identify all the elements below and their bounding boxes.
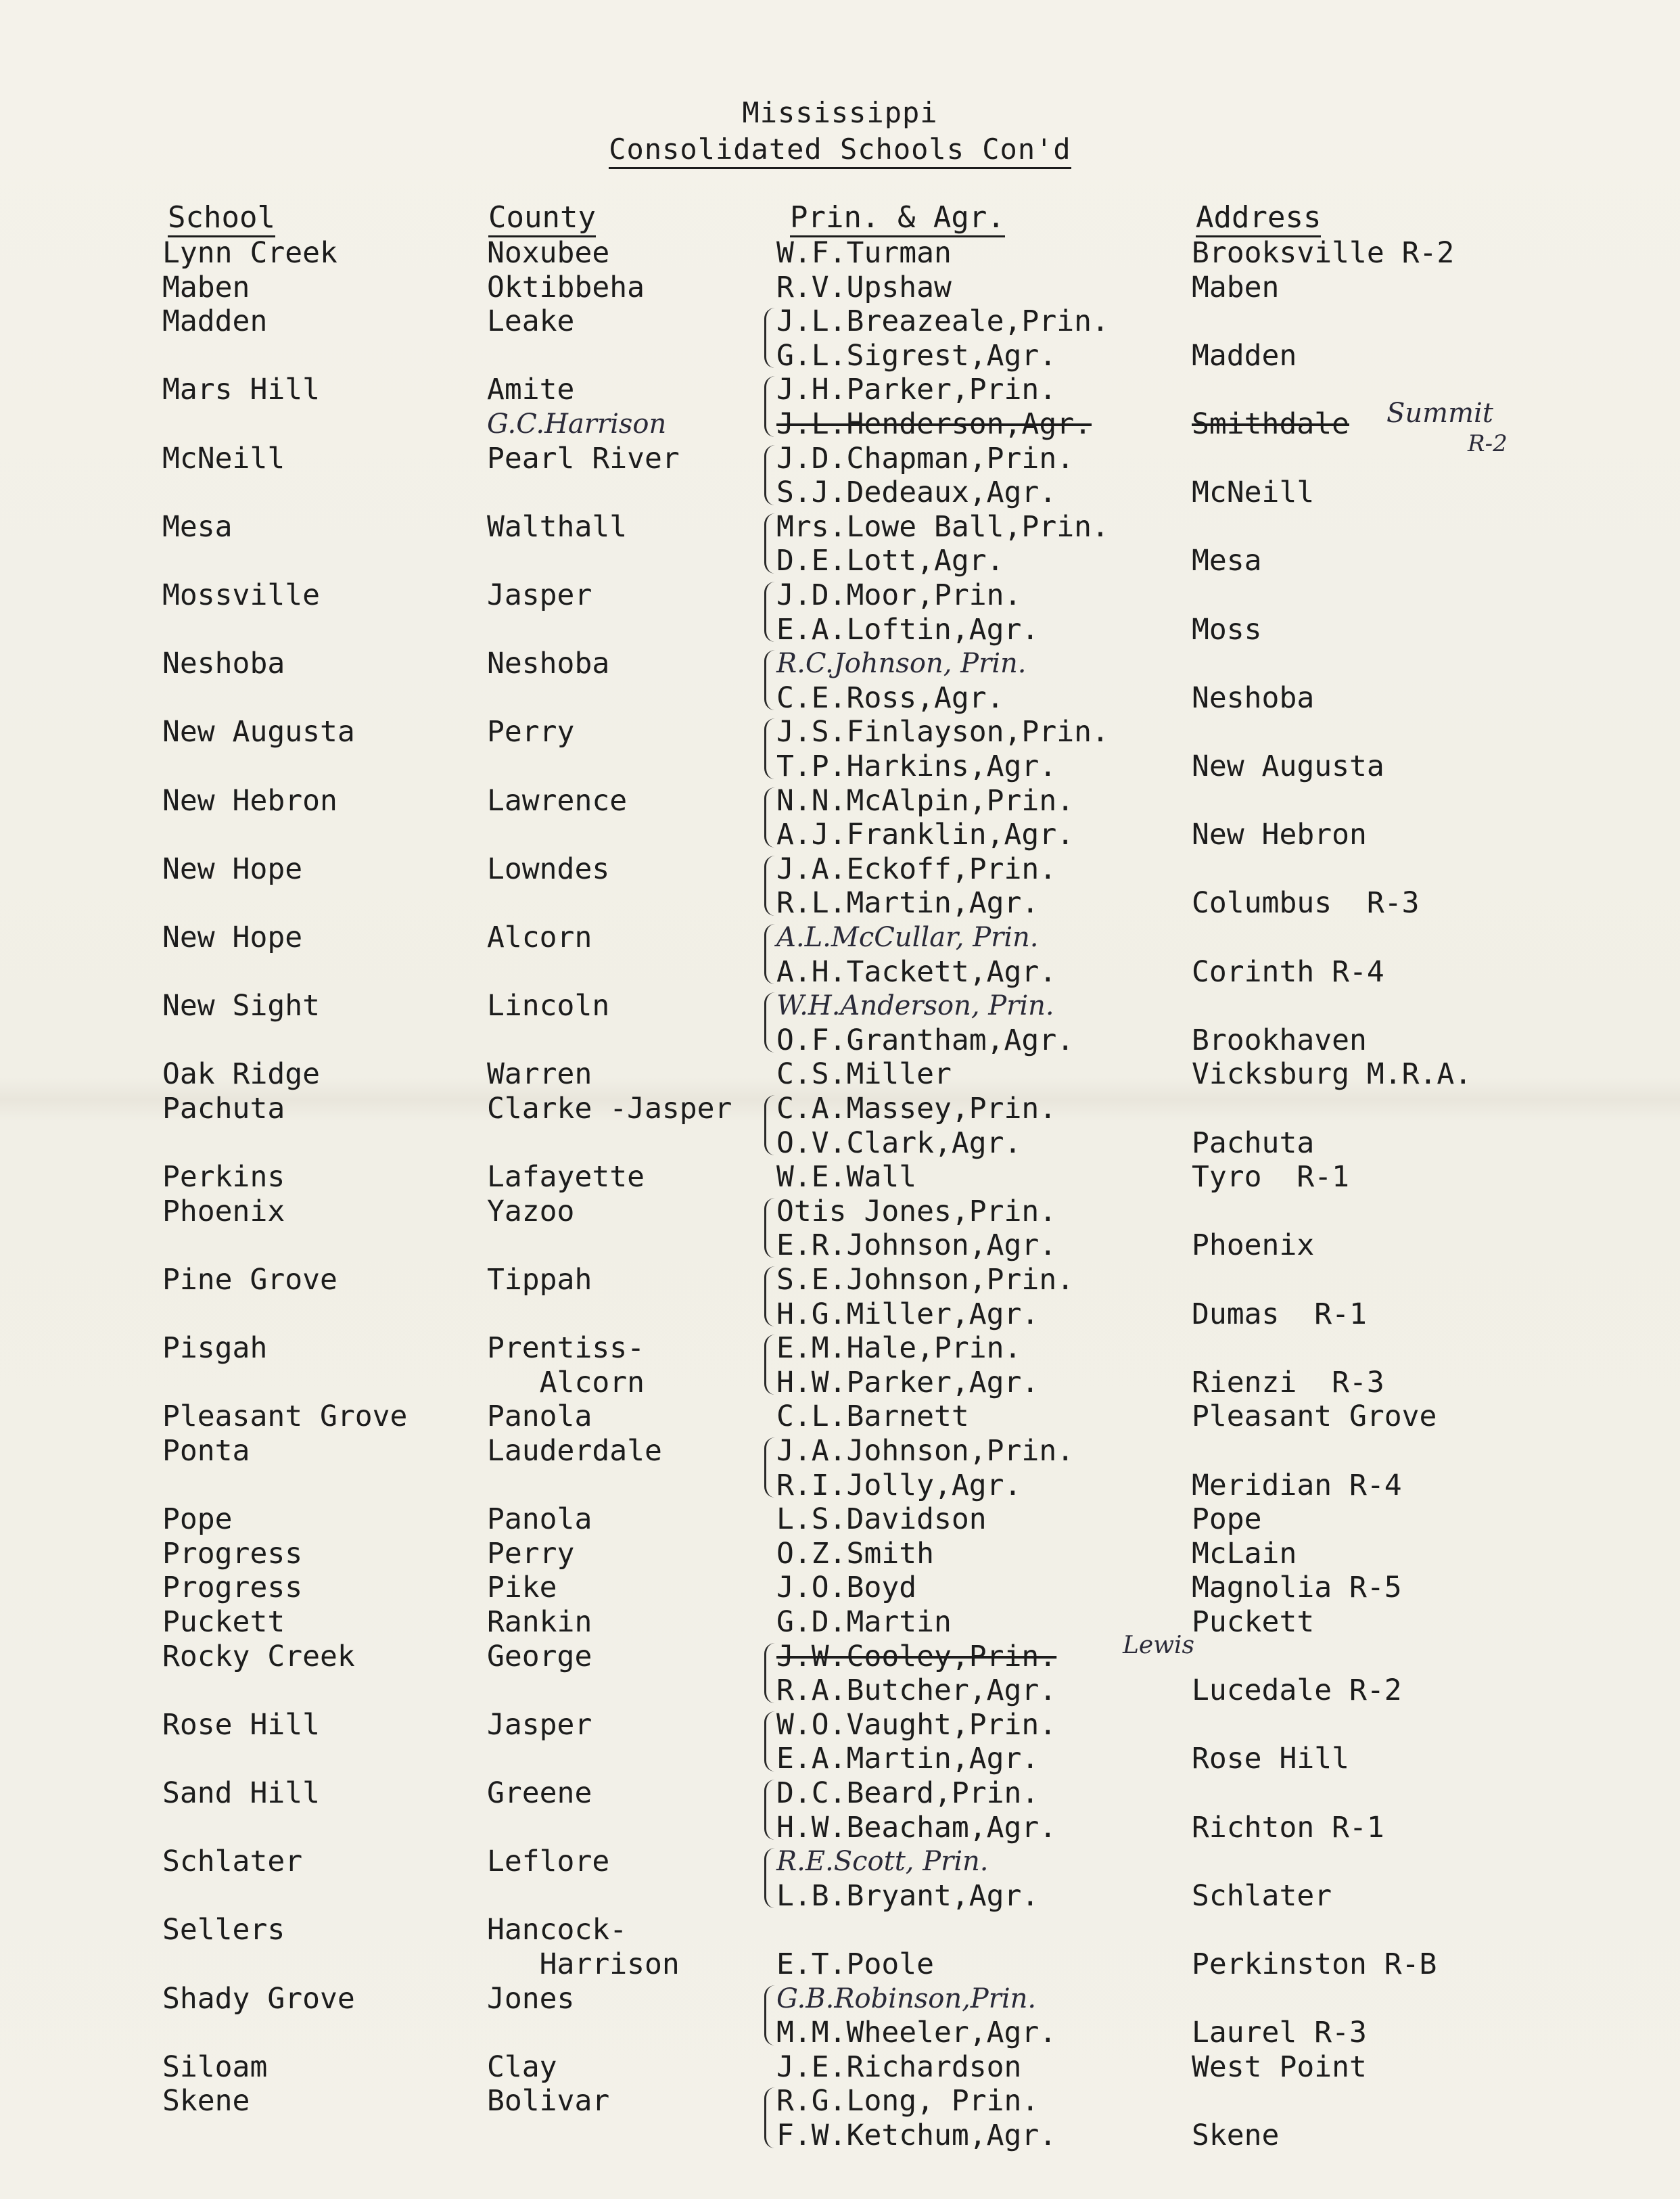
principal-cell: J.A.Eckoff,Prin.: [776, 852, 1057, 886]
address-cell: McLain: [1192, 1536, 1297, 1571]
column-header-address: Address: [1196, 200, 1321, 237]
principal-cell: E.T.Poole: [776, 1947, 934, 1981]
address-cell: Laurel R-3: [1192, 2016, 1367, 2050]
address-cell: Brooksville R-2: [1192, 236, 1455, 270]
county-cell: Alcorn: [487, 921, 592, 954]
county-cell: Jasper: [487, 578, 592, 612]
address-cell: Madden: [1192, 338, 1297, 373]
address-cell: Columbus R-3: [1192, 886, 1420, 921]
school-cell: Neshoba: [162, 647, 285, 681]
table-row: [0, 1502, 1680, 1537]
school-cell: New Hebron: [162, 783, 337, 818]
brace-bracket: [764, 1335, 778, 1395]
address-cell: Mesa: [1192, 544, 1262, 578]
table-row: [0, 920, 1680, 955]
school-cell: Oak Ridge: [162, 1057, 320, 1092]
county-cell: George: [487, 1639, 592, 1673]
brace-bracket: [764, 787, 778, 848]
address-cell: Phoenix: [1192, 1228, 1315, 1263]
brace-bracket: [764, 1780, 778, 1840]
school-cell: Sellers: [162, 1913, 285, 1947]
county-cell: Lauderdale: [487, 1434, 662, 1468]
principal-cell: R.V.Upshaw: [776, 270, 952, 304]
principal-cell: R.L.Martin,Agr.: [776, 886, 1040, 921]
table-row: [0, 1433, 1680, 1468]
address-cell: Lucedale R-2: [1192, 1673, 1402, 1708]
table-row: [0, 235, 1680, 271]
school-cell: Pisgah: [162, 1331, 268, 1366]
county-cell: Perry: [487, 1536, 575, 1571]
table-row: [0, 1468, 1680, 1503]
school-cell: Schlater: [162, 1845, 303, 1879]
handwritten-note-r2: R-2: [1468, 430, 1508, 457]
table-row: [0, 338, 1680, 373]
principal-cell: A.L.McCullar, Prin.: [776, 922, 1039, 953]
column-header-school: School: [168, 200, 275, 237]
document-title: Mississippi: [742, 96, 938, 129]
brace-bracket: [764, 308, 778, 368]
brace-bracket: [764, 1437, 778, 1498]
principal-cell: J.H.Parker,Prin.: [776, 373, 1057, 407]
table-row: [0, 1159, 1680, 1195]
table-row: [0, 304, 1680, 339]
school-cell: Pope: [162, 1502, 233, 1537]
principal-cell: O.F.Grantham,Agr.: [776, 1023, 1075, 1057]
principal-cell: J.S.Finlayson,Prin.: [776, 715, 1109, 749]
county-cell: Warren: [487, 1057, 592, 1092]
address-cell: Magnolia R-5: [1192, 1571, 1402, 1605]
table-row: [0, 1912, 1680, 1947]
county-cell: Yazoo: [487, 1194, 575, 1228]
table-row: [0, 1981, 1680, 2016]
school-cell: New Hope: [162, 921, 303, 954]
principal-cell: M.M.Wheeler,Agr.: [776, 2016, 1057, 2050]
table-row: [0, 578, 1680, 613]
school-cell: Mesa: [162, 509, 233, 544]
principal-cell: R.G.Long, Prin.: [776, 2084, 1040, 2119]
principal-cell: J.W.Cooley,Prin.: [776, 1639, 1057, 1673]
table-row: [0, 1023, 1680, 1058]
address-cell: Maben: [1192, 270, 1280, 304]
county-cell: Lafayette: [487, 1160, 645, 1195]
county-cell: Pike: [487, 1571, 557, 1605]
address-cell: Richton R-1: [1192, 1810, 1384, 1845]
school-cell: Pine Grove: [162, 1263, 337, 1297]
principal-cell: R.E.Scott, Prin.: [776, 1846, 989, 1878]
principal-cell: H.W.Parker,Agr.: [776, 1365, 1040, 1399]
principal-cell: F.W.Ketchum,Agr.: [776, 2119, 1057, 2152]
county-cell: Tippah: [487, 1263, 592, 1297]
principal-cell: H.G.Miller,Agr.: [776, 1297, 1040, 1331]
principal-cell: G.L.Sigrest,Agr.: [776, 338, 1057, 373]
table-row: [0, 1057, 1680, 1092]
brace-bracket: [764, 2087, 778, 2148]
table-row: [0, 2015, 1680, 2050]
school-cell: Skene: [162, 2084, 250, 2119]
table-row: [0, 680, 1680, 716]
school-cell: Perkins: [162, 1160, 285, 1195]
address-cell: Puckett: [1192, 1605, 1315, 1639]
school-cell: McNeill: [162, 441, 285, 476]
principal-cell: J.L.Breazeale,Prin.: [776, 304, 1109, 339]
address-cell: Rienzi R-3: [1192, 1365, 1384, 1399]
principal-cell: N.N.McAlpin,Prin.: [776, 783, 1075, 818]
address-cell: New Augusta: [1192, 749, 1384, 783]
column-header-prin-agr: Prin. & Agr.: [790, 200, 1005, 237]
principal-cell: J.E.Richardson: [776, 2050, 1022, 2084]
principal-cell: J.L.Henderson,Agr.: [776, 407, 1092, 441]
school-cell: Maben: [162, 270, 250, 304]
address-cell: Dumas R-1: [1192, 1297, 1367, 1331]
address-cell: Rose Hill: [1192, 1742, 1349, 1776]
county-cell: Leake: [487, 304, 575, 339]
principal-cell: H.W.Beacham,Agr.: [776, 1810, 1057, 1845]
table-row: [0, 749, 1680, 784]
table-row: [0, 1262, 1680, 1297]
principal-cell: W.H.Anderson, Prin.: [776, 990, 1054, 1022]
principal-cell: J.O.Boyd: [776, 1571, 917, 1605]
address-cell: Vicksburg M.R.A.: [1192, 1057, 1472, 1092]
principal-cell: R.A.Butcher,Agr.: [776, 1673, 1057, 1708]
table-row: [0, 1604, 1680, 1640]
table-row: [0, 2118, 1680, 2153]
address-cell: Pleasant Grove: [1192, 1399, 1437, 1434]
school-cell: Pachuta: [162, 1092, 285, 1126]
brace-bracket: [764, 1643, 778, 1703]
principal-cell: C.S.Miller: [776, 1057, 952, 1092]
table-row: [0, 1570, 1680, 1605]
principal-cell: O.Z.Smith: [776, 1536, 934, 1571]
table-row: [0, 1194, 1680, 1229]
table-row: [0, 612, 1680, 647]
county-cell: Neshoba: [487, 647, 610, 681]
county-cell: Jasper: [487, 1707, 592, 1742]
brace-bracket: [764, 718, 778, 779]
address-cell: Pachuta: [1192, 1126, 1315, 1160]
address-cell: Skene: [1192, 2119, 1280, 2152]
principal-cell: J.D.Chapman,Prin.: [776, 441, 1075, 476]
principal-cell: T.P.Harkins,Agr.: [776, 749, 1057, 783]
county-cell: Perry: [487, 715, 575, 749]
principal-cell: O.V.Clark,Agr.: [776, 1126, 1022, 1160]
address-cell: Smithdale: [1192, 407, 1349, 441]
table-row: [0, 852, 1680, 887]
brace-bracket: [764, 924, 778, 984]
table-row: [0, 1673, 1680, 1708]
principal-cell: E.M.Hale,Prin.: [776, 1331, 1022, 1366]
school-cell: Lynn Creek: [162, 236, 337, 270]
school-cell: Rose Hill: [162, 1707, 320, 1742]
principal-cell: R.I.Jolly,Agr.: [776, 1468, 1022, 1502]
county-cell: Panola: [487, 1399, 592, 1434]
brace-bracket: [764, 1095, 778, 1155]
address-cell: Perkinston R-B: [1192, 1947, 1437, 1981]
brace-bracket: [764, 582, 778, 642]
address-cell: Schlater: [1192, 1878, 1332, 1913]
table-row: [0, 2050, 1680, 2085]
address-cell: Tyro R-1: [1192, 1160, 1349, 1195]
table-row: [0, 1091, 1680, 1126]
school-cell: Ponta: [162, 1434, 250, 1468]
table-row: [0, 475, 1680, 510]
principal-cell: E.A.Martin,Agr.: [776, 1742, 1040, 1776]
school-cell: Shady Grove: [162, 1981, 355, 2016]
county-cell: Rankin: [487, 1605, 592, 1639]
address-cell: Moss: [1192, 612, 1262, 647]
document-subtitle-text: Consolidated Schools Con'd: [609, 133, 1071, 169]
county-cell: Panola: [487, 1502, 592, 1537]
principal-cell: J.A.Johnson,Prin.: [776, 1434, 1075, 1468]
address-cell: Brookhaven: [1192, 1023, 1367, 1057]
table-row: [0, 1228, 1680, 1263]
brace-bracket: [764, 856, 778, 916]
principal-cell: G.D.Martin: [776, 1605, 952, 1639]
school-cell: New Hope: [162, 852, 303, 886]
principal-cell: J.D.Moor,Prin.: [776, 578, 1022, 612]
brace-bracket: [764, 1198, 778, 1258]
brace-bracket: [764, 445, 778, 505]
principal-cell: E.A.Loftin,Agr.: [776, 612, 1040, 647]
table-row: [0, 1126, 1680, 1161]
school-cell: Siloam: [162, 2050, 268, 2084]
table-row: [0, 954, 1680, 990]
principal-cell: W.O.Vaught,Prin.: [776, 1707, 1057, 1742]
address-cell: Corinth R-4: [1192, 954, 1384, 989]
principal-cell: S.E.Johnson,Prin.: [776, 1263, 1075, 1297]
county-cell: Hancock-: [487, 1913, 628, 1947]
school-cell: Rocky Creek: [162, 1639, 355, 1673]
table-row: [0, 1741, 1680, 1776]
county-cell: Leflore: [487, 1845, 610, 1879]
table-row: [0, 1947, 1680, 1982]
school-cell: Phoenix: [162, 1194, 285, 1228]
school-cell: Progress: [162, 1571, 303, 1605]
principal-cell: Otis Jones,Prin.: [776, 1194, 1057, 1228]
brace-bracket: [764, 513, 778, 574]
principal-cell: C.L.Barnett: [776, 1399, 969, 1434]
table-row: [0, 988, 1680, 1023]
county-cell: Walthall: [487, 509, 628, 544]
school-cell: Sand Hill: [162, 1776, 320, 1810]
school-cell: Mars Hill: [162, 373, 320, 407]
principal-cell: R.C.Johnson, Prin.: [776, 648, 1027, 680]
column-header-county: County: [488, 200, 596, 237]
table-row: [0, 1639, 1680, 1674]
brace-bracket: [764, 376, 778, 436]
principal-cell: W.E.Wall: [776, 1160, 917, 1195]
brace-bracket: [764, 1985, 778, 2045]
school-cell: Pleasant Grove: [162, 1399, 408, 1434]
brace-bracket: [764, 1266, 778, 1326]
county-cell: Harrison: [487, 1947, 680, 1981]
principal-cell: L.B.Bryant,Agr.: [776, 1878, 1040, 1913]
county-cell: Prentiss-: [487, 1331, 645, 1366]
county-cell: Greene: [487, 1776, 592, 1810]
county-cell: Clarke -Jasper: [487, 1092, 732, 1126]
address-cell: West Point: [1192, 2050, 1367, 2084]
county-cell: Lowndes: [487, 852, 610, 886]
address-cell: Neshoba: [1192, 680, 1315, 715]
table-row: [0, 1330, 1680, 1366]
county-cell: Oktibbeha: [487, 270, 645, 304]
county-cell: G.C.Harrison: [487, 409, 667, 440]
address-cell: New Hebron: [1192, 818, 1367, 852]
county-cell: Lawrence: [487, 783, 628, 818]
table-row: [0, 270, 1680, 305]
brace-bracket: [764, 650, 778, 710]
school-cell: Mossville: [162, 578, 320, 612]
principal-cell: W.F.Turman: [776, 236, 952, 270]
handwritten-note-summit: Summit: [1386, 398, 1493, 429]
principal-cell: C.A.Massey,Prin.: [776, 1092, 1057, 1126]
county-cell: Noxubee: [487, 236, 610, 270]
principal-cell: A.H.Tackett,Agr.: [776, 954, 1057, 989]
table-row: [0, 783, 1680, 818]
school-cell: New Augusta: [162, 715, 355, 749]
principal-cell: C.E.Ross,Agr.: [776, 680, 1004, 715]
table-row: [0, 714, 1680, 749]
school-cell: Madden: [162, 304, 268, 339]
address-cell: Meridian R-4: [1192, 1468, 1402, 1502]
brace-bracket: [764, 992, 778, 1052]
school-cell: Puckett: [162, 1605, 285, 1639]
principal-cell: S.J.Dedeaux,Agr.: [776, 476, 1057, 510]
address-cell: Pope: [1192, 1502, 1262, 1537]
table-row: [0, 1707, 1680, 1742]
school-cell: Progress: [162, 1536, 303, 1571]
county-cell: Bolivar: [487, 2084, 610, 2119]
table-row: [0, 646, 1680, 681]
table-row: [0, 1776, 1680, 1811]
table-row: [0, 1878, 1680, 1914]
county-cell: Amite: [487, 373, 575, 407]
principal-cell: Mrs.Lowe Ball,Prin.: [776, 509, 1109, 544]
table-row: [0, 1536, 1680, 1571]
handwritten-note-lewis: Lewis: [1123, 1631, 1195, 1659]
county-cell: Jones: [487, 1981, 575, 2016]
county-cell: Pearl River: [487, 441, 680, 476]
principal-cell: L.S.Davidson: [776, 1502, 987, 1537]
table-row: [0, 1399, 1680, 1434]
table-row: [0, 1297, 1680, 1332]
table-row: [0, 441, 1680, 476]
principal-cell: D.E.Lott,Agr.: [776, 544, 1004, 578]
table-row: [0, 2083, 1680, 2119]
table-row: [0, 543, 1680, 578]
principal-cell: G.B.Robinson,Prin.: [776, 1983, 1037, 2014]
county-cell: Clay: [487, 2050, 557, 2084]
table-row: [0, 885, 1680, 921]
principal-cell: A.J.Franklin,Agr.: [776, 818, 1075, 852]
brace-bracket: [764, 1848, 778, 1908]
school-cell: New Sight: [162, 989, 320, 1023]
table-row: [0, 509, 1680, 545]
county-cell: Lincoln: [487, 989, 610, 1023]
document-subtitle: [0, 133, 1680, 166]
principal-cell: D.C.Beard,Prin.: [776, 1776, 1040, 1810]
table-row: [0, 1810, 1680, 1845]
table-row: [0, 1365, 1680, 1400]
address-cell: McNeill: [1192, 476, 1315, 510]
table-row: [0, 1844, 1680, 1879]
county-cell: Alcorn: [487, 1365, 645, 1399]
brace-bracket: [764, 1711, 778, 1772]
table-row: [0, 817, 1680, 852]
principal-cell: E.R.Johnson,Agr.: [776, 1228, 1057, 1263]
